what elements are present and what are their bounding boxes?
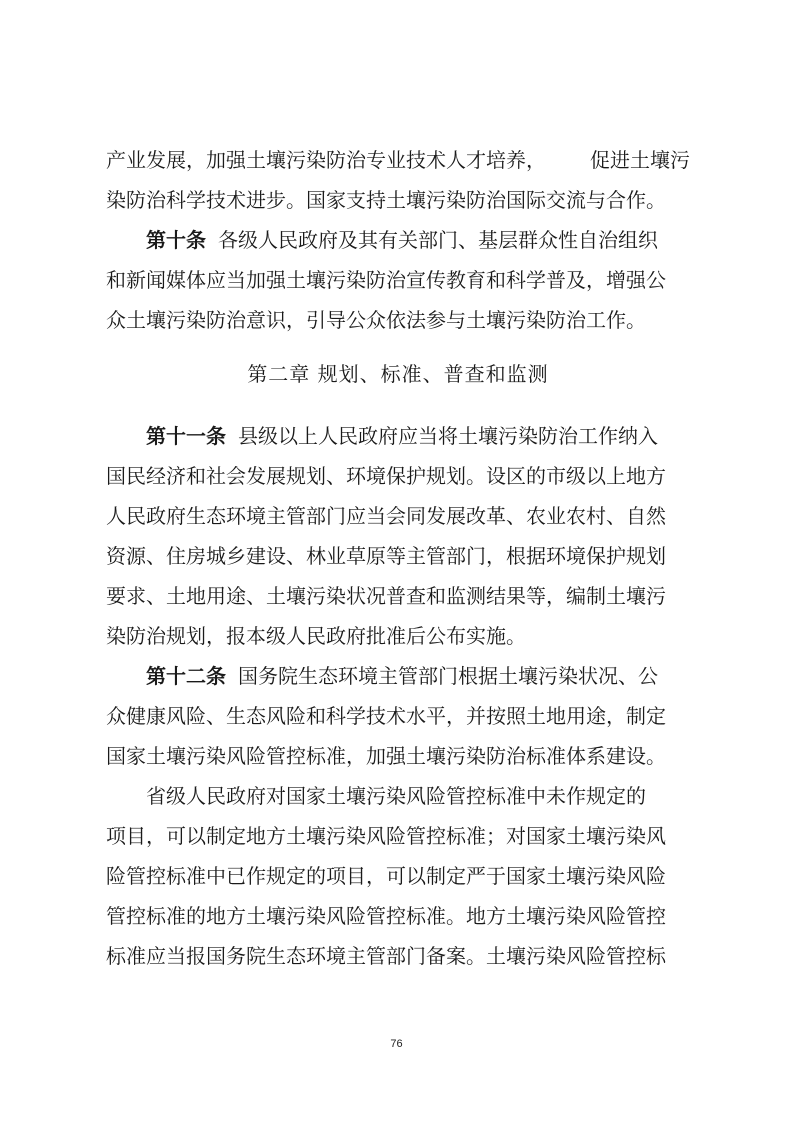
- article-12-first-line: [146, 656, 690, 696]
- page-number: 76: [390, 1038, 403, 1050]
- article-10-first-line: [146, 220, 690, 260]
- text-segment: 县级以上人民政府应当将土壤污染防治工作纳入: [238, 424, 658, 448]
- text-segment: 项目，可以制定地方土壤污染风险管控标准；对国家土壤污染风: [106, 824, 666, 848]
- article-10-label: 第十条: [146, 228, 206, 252]
- text-line: [106, 816, 690, 856]
- text-segment: 和新闻媒体应当加强土壤污染防治宣传教育和科学普及，增强公: [106, 268, 666, 292]
- chapter-title: 第二章 规划、标准、普查和监测: [247, 362, 549, 386]
- text-line: [106, 140, 690, 180]
- text-segment: 国民经济和社会发展规划、环境保护规划。设区的市级以上地方: [106, 464, 666, 488]
- text-line: [106, 576, 690, 616]
- article-11-first-line: [146, 416, 690, 456]
- text-segment: 标准应当报国务院生态环境主管部门备案。土壤污染风险管控标: [106, 944, 666, 968]
- text-segment: 国家土壤污染风险管控标准，加强土壤污染防治标准体系建设。: [106, 744, 666, 768]
- text-segment: 众健康风险、生态风险和科学技术水平，并按照土地用途，制定: [106, 704, 666, 728]
- text-line: [106, 496, 690, 536]
- text-line: [106, 616, 690, 656]
- text-segment: 染防治规划，报本级人民政府批准后公布实施。: [106, 624, 526, 648]
- text-segment: 众土壤污染防治意识，引导公众依法参与土壤污染防治工作。: [106, 308, 646, 332]
- text-line: [106, 180, 690, 220]
- text-line: [106, 696, 690, 736]
- text-line: [106, 936, 690, 976]
- text-segment: 染防治科学技术进步。国家支持土壤污染防治国际交流与合作。: [106, 188, 666, 212]
- text-segment: 省级人民政府对国家土壤污染风险管控标准中未作规定的: [146, 784, 646, 808]
- text-line: [106, 856, 690, 896]
- article-12-label: 第十二条: [146, 664, 226, 688]
- document-body: [106, 140, 690, 976]
- text-line: [106, 736, 690, 776]
- text-segment: 产业发展，加强土壤污染防治专业技术人才培养，: [106, 148, 546, 172]
- text-line: [106, 896, 690, 936]
- text-segment: 国务院生态环境主管部门根据土壤污染状况、公: [238, 664, 658, 688]
- text-line: [106, 260, 690, 300]
- text-line: [146, 776, 690, 816]
- article-11-label: 第十一条: [146, 424, 226, 448]
- text-segment: 要求、土地用途、土壤污染状况普查和监测结果等，编制土壤污: [106, 584, 666, 608]
- text-segment: 管控标准的地方土壤污染风险管控标准。地方土壤污染风险管控: [106, 904, 666, 928]
- text-line: [106, 300, 690, 340]
- text-segment: 资源、住房城乡建设、林业草原等主管部门，根据环境保护规划: [106, 544, 666, 568]
- text-segment: 险管控标准中已作规定的项目，可以制定严于国家土壤污染风险: [106, 864, 666, 888]
- text-segment: 促进土壤污: [590, 148, 690, 172]
- text-segment: 人民政府生态环境主管部门应当会同发展改革、农业农村、自然: [106, 504, 666, 528]
- text-line: [106, 456, 690, 496]
- text-segment: 各级人民政府及其有关部门、基层群众性自治组织: [218, 228, 658, 252]
- text-line: [106, 536, 690, 576]
